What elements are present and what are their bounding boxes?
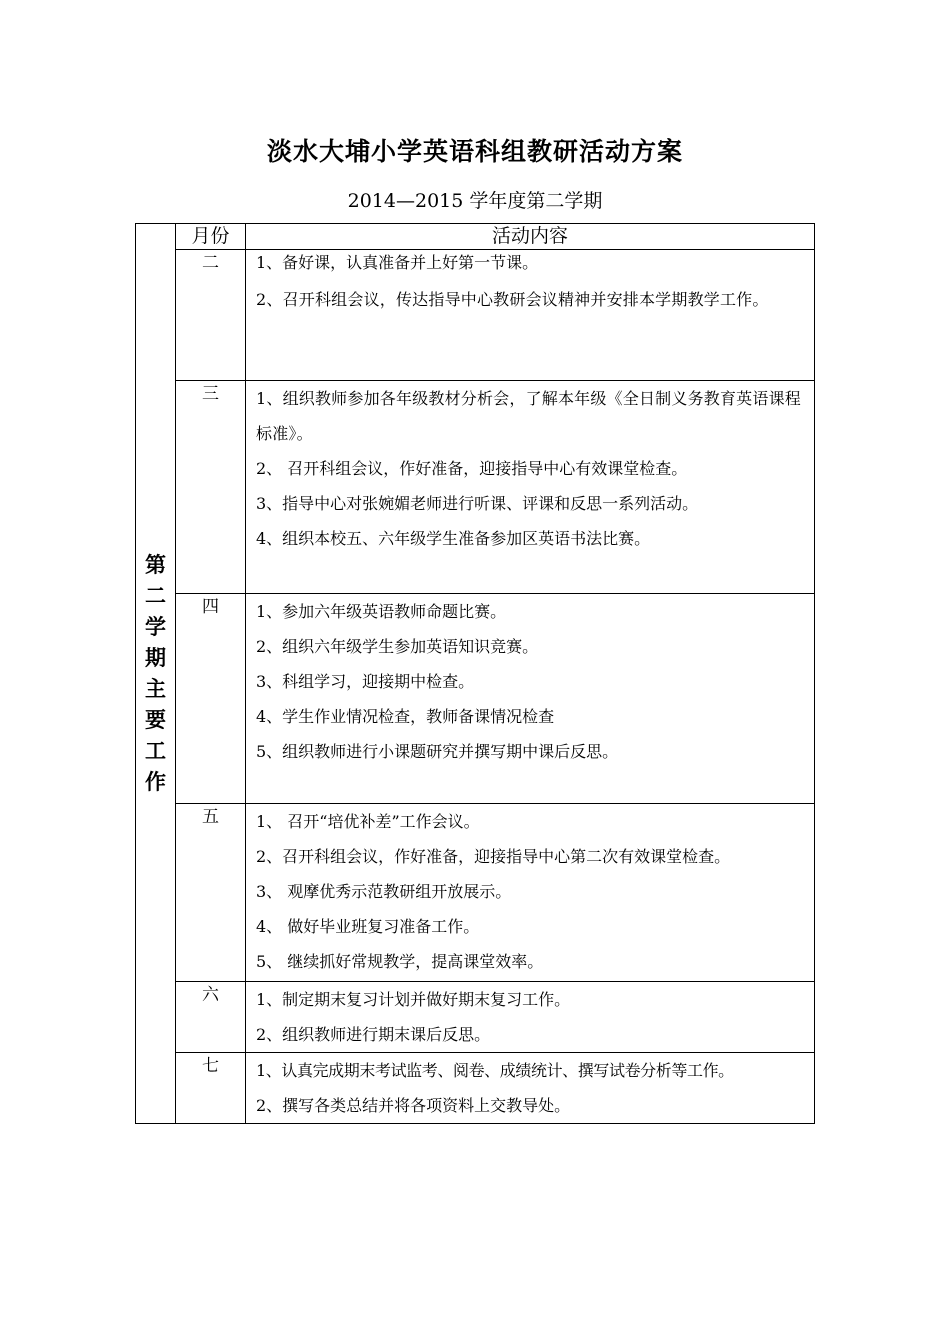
month-cell: 四: [176, 594, 246, 804]
activity-item: 1、参加六年级英语教师命题比赛。: [256, 602, 507, 621]
activity-item: 1、备好课，认真准备并上好第一节课。: [256, 253, 539, 272]
activity-item: 1、制定期末复习计划并做好期末复习工作。: [256, 990, 571, 1009]
table-row: [136, 1053, 815, 1124]
activity-item: 1、组织教师参加各年级教材分析会，了解本年级《全日制义务教育英语课程标准》。: [256, 389, 801, 443]
month-cell: 五: [176, 804, 246, 982]
month-cell: 七: [176, 1053, 246, 1124]
content-cell: [246, 804, 815, 982]
table-header-row: [136, 224, 815, 250]
month-column-header: 月份: [176, 224, 246, 250]
activity-item: 2、组织教师进行期末课后反思。: [256, 1025, 491, 1044]
month-cell: 三: [176, 381, 246, 594]
activity-item: 2、组织六年级学生参加英语知识竞赛。: [256, 637, 539, 656]
activity-item: 4、组织本校五、六年级学生准备参加区英语书法比赛。: [256, 529, 651, 548]
table-row: [136, 982, 815, 1053]
content-cell: [246, 594, 815, 804]
content-cell: [246, 250, 815, 381]
side-label: 第二学期主要工作: [145, 552, 166, 794]
month-cell: 六: [176, 982, 246, 1053]
side-label-cell: [136, 224, 176, 1124]
table-row: [136, 594, 815, 804]
table-row: [136, 381, 815, 594]
content-cell: [246, 982, 815, 1053]
activity-item: 2、召开科组会议，作好准备，迎接指导中心第二次有效课堂检查。: [256, 847, 731, 866]
content-cell: [246, 1053, 815, 1124]
document-title: 淡水大埔小学英语科组教研活动方案: [266, 137, 683, 166]
activity-item: 2、撰写各类总结并将各项资料上交教导处。: [256, 1096, 571, 1115]
activity-item: 4、 做好毕业班复习准备工作。: [256, 917, 480, 936]
activity-plan-table: [135, 223, 815, 1124]
activity-item: 1、认真完成期末考试监考、阅卷、成绩统计、撰写试卷分析等工作。: [256, 1061, 734, 1080]
activity-item: 4、学生作业情况检查，教师备课情况检查: [256, 707, 555, 726]
content-column-header: 活动内容: [246, 224, 815, 250]
content-cell: [246, 381, 815, 594]
activity-item: 5、组织教师进行小课题研究并撰写期中课后反思。: [256, 742, 619, 761]
activity-item: 2、 召开科组会议，作好准备，迎接指导中心有效课堂检查。: [256, 459, 688, 478]
activity-item: 3、科组学习，迎接期中检查。: [256, 672, 475, 691]
activity-item: 2、召开科组会议，传达指导中心教研会议精神并安排本学期教学工作。: [256, 290, 769, 309]
activity-item: 5、 继续抓好常规教学，提高课堂效率。: [256, 952, 544, 971]
table-row: [136, 250, 815, 381]
activity-item: 3、 观摩优秀示范教研组开放展示。: [256, 882, 512, 901]
month-cell: 二: [176, 250, 246, 381]
document-subtitle: 2014—2015 学年度第二学期: [347, 190, 603, 212]
table-row: [136, 804, 815, 982]
activity-item: 3、指导中心对张婉媚老师进行听课、评课和反思一系列活动。: [256, 494, 699, 513]
activity-item: 1、 召开“培优补差”工作会议。: [256, 812, 480, 831]
